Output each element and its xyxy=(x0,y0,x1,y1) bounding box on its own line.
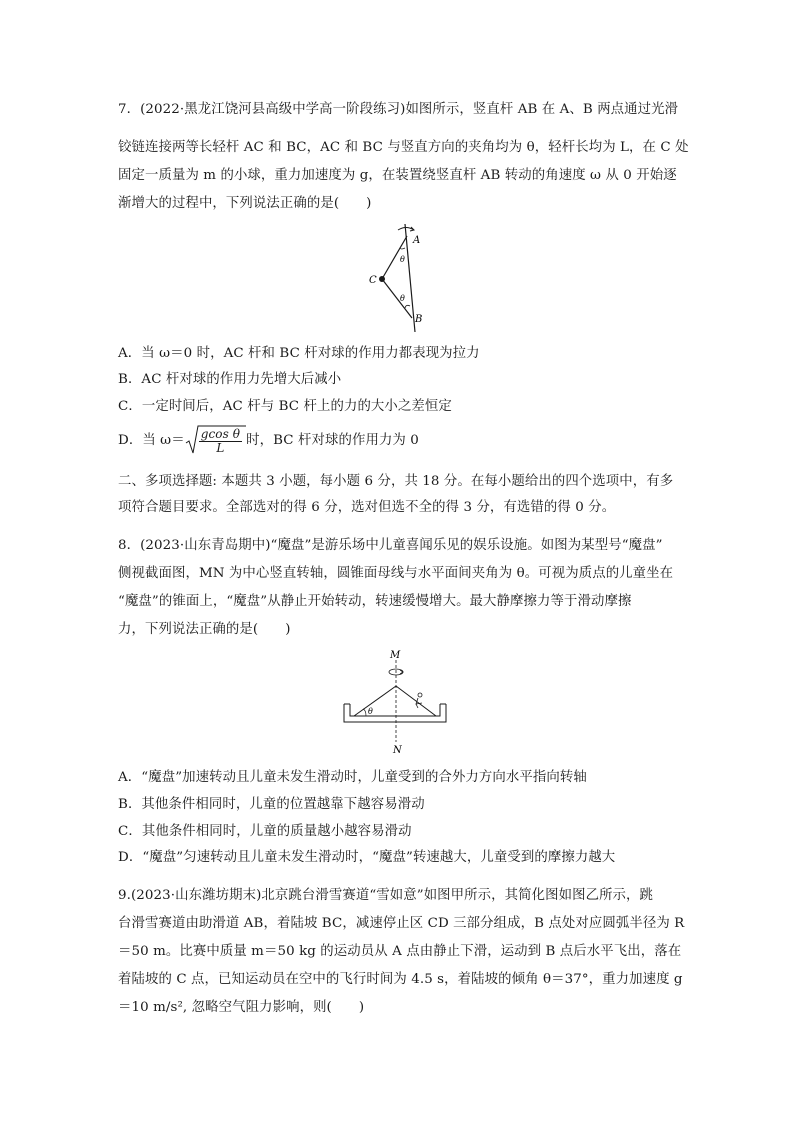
q8-option-d: D．“魔盘”匀速转动且儿童未发生滑动时，“魔盘”转速越大，儿童受到的摩擦力越大 xyxy=(118,850,616,865)
q8-stem-line-2: 侧视截面图，MN 为中心竖直转轴，圆锥面母线与水平面间夹角为 θ。可视为质点的儿童坐在 xyxy=(118,566,674,581)
q7-fig-theta-bottom: θ xyxy=(400,294,405,303)
q8-figure-magic-disc xyxy=(338,646,454,756)
q8-option-b: B．其他条件相同时，儿童的位置越靠下越容易滑动 xyxy=(118,797,425,812)
q7-stem-line-4: 渐增大的过程中，下列说法正确的是( ) xyxy=(118,196,372,211)
q7-option-c: C．一定时间后，AC 杆与 BC 杆上的力的大小之差恒定 xyxy=(118,399,452,414)
q8-option-c: C．其他条件相同时，儿童的质量越小越容易滑动 xyxy=(118,824,412,839)
q8-fig-theta: θ xyxy=(368,707,373,716)
q8-option-a: A．“魔盘”加速转动且儿童未发生滑动时，儿童受到的合外力方向水平指向转轴 xyxy=(118,770,587,785)
q8-stem-line-1: 8．(2023·山东青岛期中)“魔盘”是游乐场中儿童喜闻乐见的娱乐设施。如图为某型号“魔盘” xyxy=(118,538,663,553)
q7-fig-label-c: C xyxy=(369,275,377,286)
q9-stem-line-4: 着陆坡的 C 点，已知运动员在空中的飞行时间为 4.5 s，着陆坡的倾角 θ＝37°，重力加速度 g xyxy=(118,972,683,987)
q9-stem-line-3: ＝50 m。比赛中质量 m＝50 kg 的运动员从 A 点由静止下滑，运动到 B 点后水平飞出，落在 xyxy=(118,944,682,959)
q9-stem-line-5: ＝10 m/s², 忽略空气阻力影响，则( ) xyxy=(118,1000,365,1015)
q7-option-d-prefix: D．当 ω＝ xyxy=(118,432,185,448)
q7-figure-rod-diagram xyxy=(360,222,440,334)
q8-fig-label-m: M xyxy=(390,650,401,661)
q8-stem-line-4: 力，下列说法正确的是( ) xyxy=(118,622,291,637)
q7-option-b: B．AC 杆对球的作用力先增大后减小 xyxy=(118,372,342,387)
q7-option-d-suffix: 时，BC 杆对球的作用力为 0 xyxy=(246,432,419,448)
q9-stem-line-2: 台滑雪赛道由助滑道 AB，着陆坡 BC，减速停止区 CD 三部分组成，B 点处对应圆弧半径为 R xyxy=(118,916,685,931)
q8-fig-label-n: N xyxy=(393,745,402,756)
section-2-header-line-2: 项符合题目要求。全部选对的得 6 分，选对但选不全的得 3 分，有选错的得 0 分。 xyxy=(118,500,616,515)
q7-fig-label-b: B xyxy=(415,314,423,325)
q7-stem-line-1: 7．(2022·黑龙江饶河县高级中学高一阶段练习)如图所示，竖直杆 AB 在 A、B 两点通过光滑 xyxy=(118,102,679,117)
q7-option-d xyxy=(118,424,678,456)
q8-stem-line-3: “魔盘”的锥面上，“魔盘”从静止开始转动，转速缓慢增大。最大静摩擦力等于滑动摩擦 xyxy=(118,594,632,609)
q7-option-d-numerator: gcos θ xyxy=(200,426,241,441)
q7-stem-line-3: 固定一质量为 m 的小球，重力加速度为 g，在装置绕竖直杆 AB 转动的角速度 ω 从 0 开始逐 xyxy=(118,168,677,183)
section-2-header-line-1: 二、多项选择题: 本题共 3 小题，每小题 6 分，共 18 分。在每小题给出的四个选项中，有多 xyxy=(118,474,674,489)
q7-option-d-fraction xyxy=(199,428,242,455)
q9-stem-line-1: 9.(2023·山东潍坊期末)北京跳台滑雪赛道“雪如意”如图甲所示，其简化图如图乙所示，跳 xyxy=(118,888,654,903)
q7-stem-line-2: 铰链连接两等长轻杆 AC 和 BC，AC 和 BC 与竖直方向的夹角均为 θ，轻杆长均为 L，在 C 处 xyxy=(118,140,689,155)
q7-option-a: A．当 ω＝0 时，AC 杆和 BC 杆对球的作用力都表现为拉力 xyxy=(118,346,480,361)
q7-fig-label-a: A xyxy=(413,235,421,246)
q7-option-d-denominator: L xyxy=(216,440,225,455)
q7-fig-theta-top: θ xyxy=(400,255,405,264)
